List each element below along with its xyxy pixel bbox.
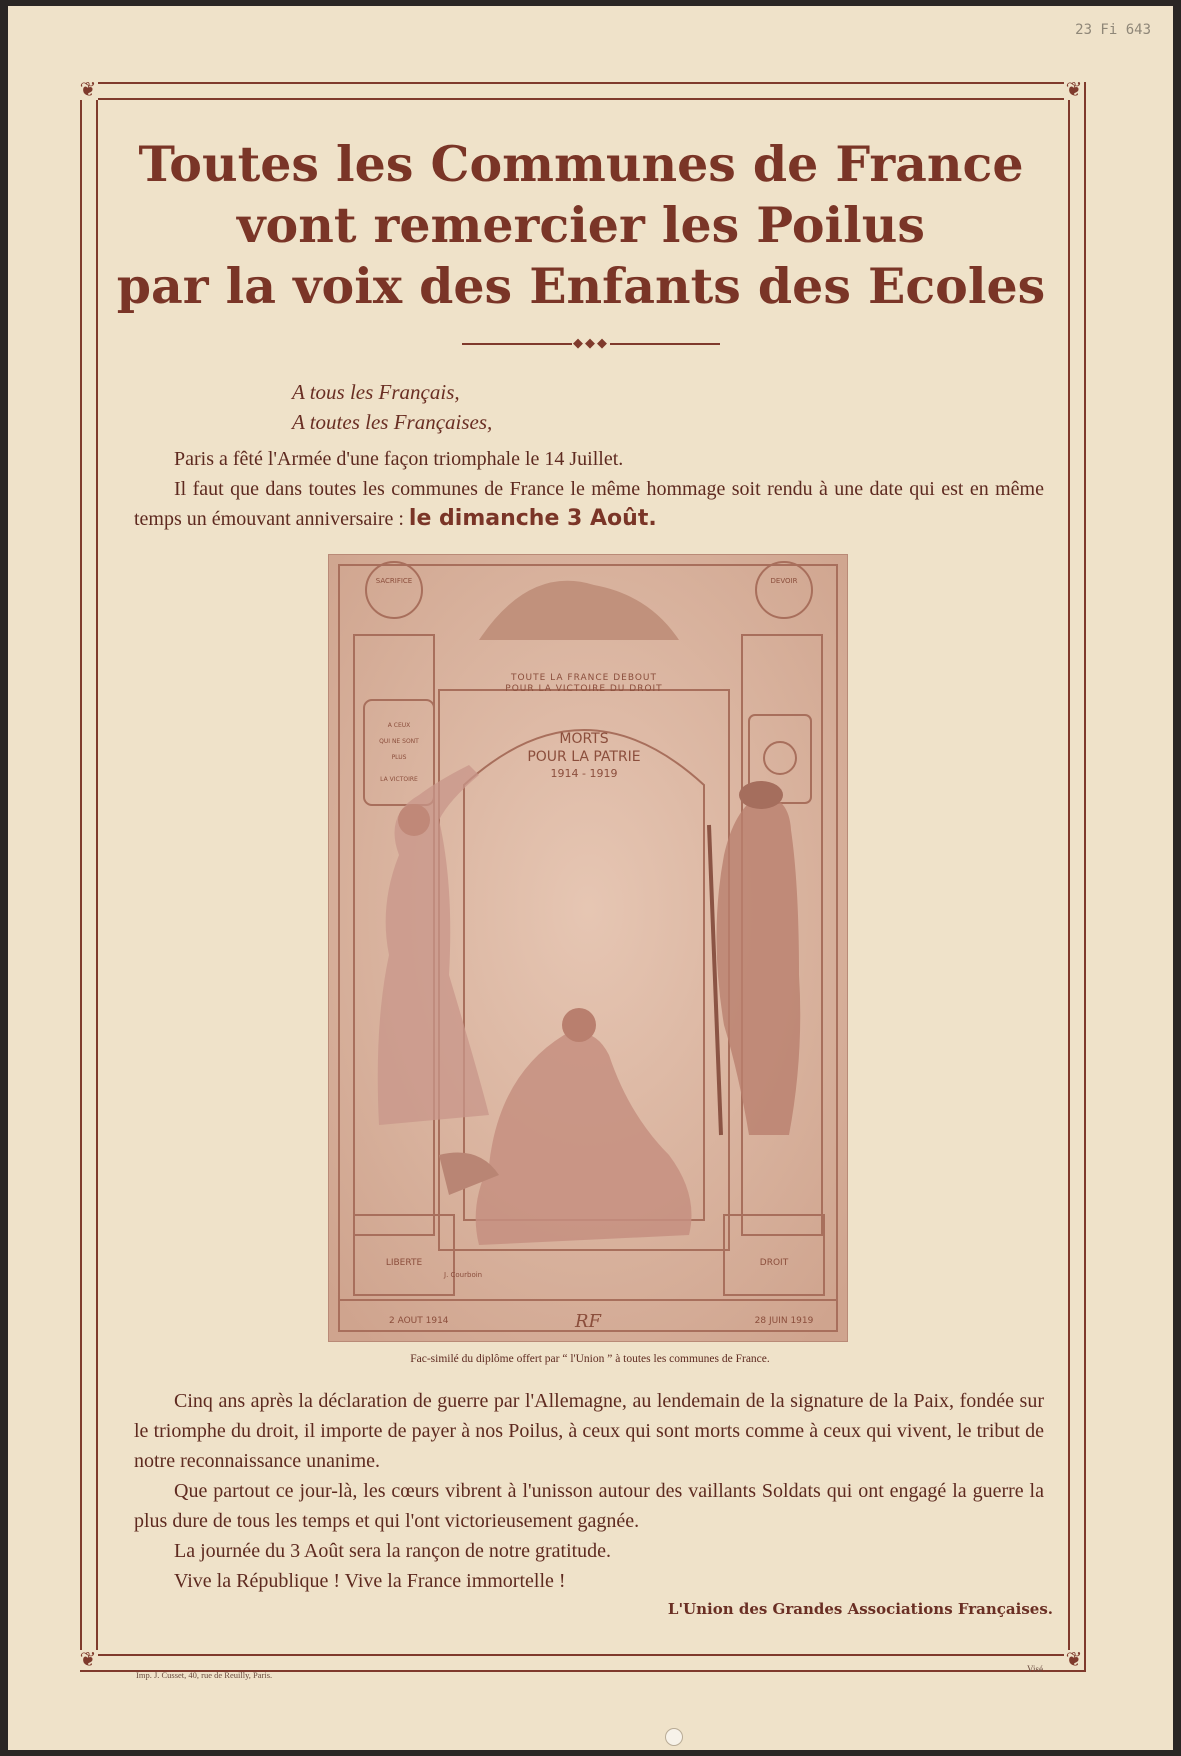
diploma-facsimile [328, 554, 848, 1342]
frieze-line: TOUTE LA FRANCE DEBOUT [510, 673, 658, 683]
poilu-helmet [739, 781, 783, 809]
inscription-line: MORTS [559, 731, 609, 747]
vise-mark: Visé [1027, 1664, 1043, 1674]
rf-monogram: RF [574, 1311, 602, 1332]
start-date: 2 AOUT 1914 [389, 1316, 449, 1326]
intro-line: Il faut que dans toutes les communes de France le même hommage soit rendu à une date qui est en même temps un émouvant anniversaire : [134, 478, 1044, 530]
intro-line: Paris a fêté l'Armée d'une façon triomphale le 14 Juillet. [174, 448, 624, 470]
event-date: le dimanche 3 Août. [408, 506, 657, 531]
corner-ornament-icon: ❦ [1065, 1649, 1083, 1671]
inscription-line: POUR LA PATRIE [527, 749, 641, 765]
title-line: vont remercier les Poilus [237, 196, 925, 254]
closing-text [134, 1386, 1044, 1596]
cartouche-line: PLUS [391, 754, 407, 761]
mourning-woman-head [562, 1008, 596, 1042]
salutation-line: A toutes les Françaises, [292, 410, 493, 434]
marianne-head [398, 804, 430, 836]
corner-ornament-icon: ❦ [79, 79, 97, 101]
corner-ornament-icon: ❦ [79, 1649, 97, 1671]
plate-caption: Fac-similé du diplôme offert par “ l'Union ” à toutes les communes de France. [410, 1353, 770, 1365]
intro-text [134, 444, 1044, 534]
printer-imprint: Imp. J. Cusset, 40, rue de Reuilly, Paris. [136, 1670, 273, 1680]
cartouche-line: LA VICTOIRE [380, 776, 418, 783]
paragraph: Vive la République ! Vive la France immortelle ! [174, 1570, 566, 1592]
divider-ornament-icon: ◆◆◆ [573, 335, 609, 350]
salutation-line: A tous les Français, [292, 380, 460, 404]
title-line: Toutes les Communes de France [138, 135, 1024, 193]
left-plinth-text: LIBERTE [385, 1258, 423, 1268]
paragraph: La journée du 3 Août sera la rançon de notre gratitude. [174, 1540, 612, 1562]
corner-ornament-icon: ❦ [1065, 79, 1083, 101]
cartouche-line: A CEUX [387, 722, 411, 729]
artist-signature: J. Courboin [444, 1271, 483, 1279]
intro-paragraph [134, 474, 1044, 534]
right-plinth-text: DROIT [759, 1258, 789, 1268]
signatory: L'Union des Grandes Associations Françaises. [667, 1600, 1053, 1618]
inscription-line: 1914 - 1919 [550, 767, 618, 780]
frieze-line: POUR LA VICTOIRE DU DROIT [505, 684, 663, 694]
cartouche-line: QUI NE SONT [379, 738, 419, 745]
archive-reference: 23 Fi 643 [1075, 22, 1151, 38]
paragraph: Que partout ce jour-là, les cœurs vibrent à l'unisson autour des vaillants Soldats qui ont engagé la guerre la plus dure de tous les temps et qui l'ont victorieusement gagnée. [134, 1480, 1044, 1532]
left-shield-text: SACRIFICE [375, 577, 413, 585]
punch-hole [665, 1728, 683, 1746]
poster-title [110, 134, 1052, 317]
diploma-illustration [329, 555, 847, 1341]
paragraph: Cinq ans après la déclaration de guerre par l'Allemagne, au lendemain de la signature de la Paix, fondée sur le triomphe du droit, il importe de payer à nos Poilus, à ceux qui sont morts comme à ceux qui vivent, le tribut de notre reconnaissance unanime. [134, 1390, 1044, 1472]
end-date: 28 JUIN 1919 [754, 1316, 814, 1326]
title-line: par la voix des Enfants des Ecoles [116, 257, 1046, 315]
right-shield-text: DEVOIR [770, 577, 798, 585]
